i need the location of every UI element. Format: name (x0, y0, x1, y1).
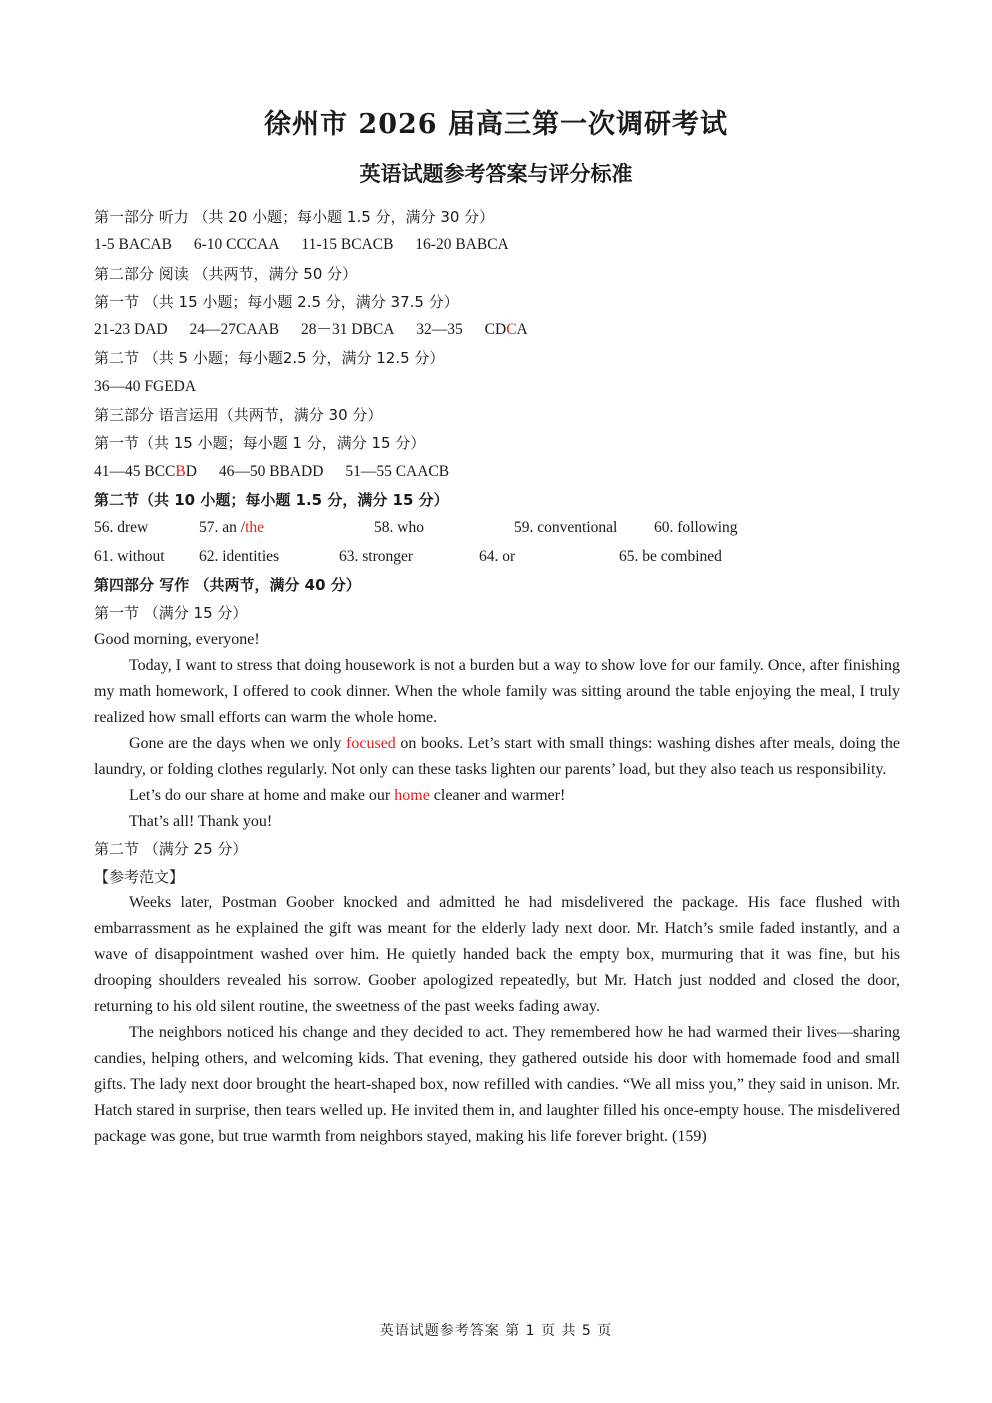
page-footer: 英语试题参考答案 第 1 页 共 5 页 (379, 1323, 613, 1339)
answer-group (94, 463, 197, 480)
part4-heading: 第四部分 写作 （共两节，满分 40 分） (94, 575, 361, 594)
answer-group-label: 32—35 (416, 321, 463, 339)
paragraph-text: on books. Let’s start with small things: washing dishes after meals, doing the laundry, or folding clothes regularly. Not only can these tasks lighten our parents’ load, but they also teach us responsibility. (94, 735, 900, 779)
answer-group: 21-23 DAD (94, 321, 168, 339)
answer-text: 57. an / (199, 519, 246, 537)
page-subtitle: 英语试题参考答案与评分标准 (359, 162, 633, 186)
part1-answers (94, 231, 900, 259)
answer-64: 64. or (479, 547, 516, 565)
part3-section1-heading: 第一节（共 15 小题；每小题 1 分，满分 15 分） (94, 434, 426, 453)
highlighted-word: home (394, 787, 430, 805)
answer-group: 11-15 BCACB (301, 236, 394, 254)
part1-heading: 第一部分 听力 （共 20 小题；每小题 1.5 分，满分 30 分） (94, 208, 495, 226)
part3-section2-heading: 第二节（共 10 小题；每小题 1.5 分，满分 15 分） (94, 490, 449, 509)
sample-essay-paragraph: The neighbors noticed his change and they decided to act. They remembered how he had warmed their lives—sharing candies, helping others, and welcoming kids. That evening, they gathered outside his door with homemade food and small gifts. The lady next door brought the heart-shaped box, now refilled with candies. “We all miss you,” they said in unison. Mr. Hatch stared in surprise, then tears welled up. He invited them in, and laughter filled his once-empty house. The misdelivered package was gone, but true warmth from neighbors stayed, making his life forever bright. (159) (94, 1023, 900, 1145)
answer-57 (199, 514, 264, 542)
corrected-answer: C (506, 321, 517, 339)
part3-section2-answers-row1 (94, 514, 900, 542)
answer-61: 61. without (94, 547, 165, 565)
answer-56: 56. drew (94, 519, 149, 537)
answer-group: 24—27CAAB (189, 321, 280, 339)
corrected-answer: the (245, 519, 264, 537)
part3-heading: 第三部分 语言运用（共两节，满分 30 分） (94, 406, 383, 425)
part2-section2-answers: 36—40 FGEDA (94, 377, 197, 395)
answer-58: 58. who (374, 519, 424, 537)
speech-paragraph (94, 731, 900, 783)
answer-text: D (185, 462, 197, 480)
answer-content (94, 203, 900, 1150)
speech-greeting: Good morning, everyone! (94, 631, 260, 649)
answer-text: 41—45 BCC (94, 462, 176, 480)
answer-group: 28－31 DBCA (300, 321, 395, 339)
answer-59: 59. conventional (514, 519, 618, 537)
part2-section1-heading: 第一节 （共 15 小题；每小题 2.5 分，满分 37.5 分） (94, 292, 459, 311)
part3-section1-answers (94, 458, 900, 486)
answer-group: 6-10 CCCAA (193, 236, 280, 254)
paragraph-text: Let’s do our share at home and make our (129, 787, 395, 805)
highlighted-word: focused (346, 735, 396, 753)
part2-section2-heading: 第二节 （共 5 小题；每小题2.5 分，满分 12.5 分） (94, 349, 445, 368)
speech-paragraph (94, 783, 900, 809)
sample-essay-paragraph: Weeks later, Postman Goober knocked and admitted he had misdelivered the package. His face flushed with embarrassment as he explained the gift was meant for the elderly lady next door. Mr. Hatch’s smile faded instantly, and a wave of disappointment washed over him. He quietly handed back the empty box, murmuring that it was fine, but his drooping shoulders revealed his sorrow. Goober apologized repeatedly, but Mr. Hatch just nodded and closed the door, returning to his old silent routine, the sweetness of the past weeks fading away. (94, 893, 900, 1015)
corrected-answer: B (175, 462, 186, 480)
part4-section1-heading: 第一节 （满分 15 分） (94, 604, 248, 623)
part4-section2-heading: 第二节 （满分 25 分） (94, 840, 248, 859)
answer-text: A (516, 321, 528, 339)
answer-text: CD (484, 321, 507, 339)
answer-62: 62. identities (199, 547, 280, 565)
sample-essay-label: 【参考范文】 (94, 867, 185, 886)
answer-group-value (485, 321, 528, 338)
paragraph-text: Gone are the days when we only (129, 735, 347, 753)
speech-closing: That’s all! Thank you! (129, 813, 273, 831)
part2-heading: 第二部分 阅读 （共两节，满分 50 分） (94, 264, 358, 283)
answer-65: 65. be combined (619, 547, 722, 565)
answer-group: 16-20 BABCA (415, 236, 509, 254)
page-title: 徐州市 2026 届高三第一次调研考试 (264, 109, 728, 140)
part2-section1-answers (94, 316, 900, 344)
part3-section2-answers-row2 (94, 543, 900, 571)
answer-60: 60. following (654, 519, 738, 537)
answer-group: 51—55 CAACB (345, 462, 450, 480)
answer-group: 46—50 BBADD (218, 462, 324, 480)
paragraph-text: cleaner and warmer! (429, 787, 566, 805)
answer-group: 1-5 BACAB (94, 236, 172, 254)
answer-63: 63. stronger (339, 547, 414, 565)
speech-paragraph: Today, I want to stress that doing housework is not a burden but a way to show love for our family. Once, after finishing my math homework, I offered to cook dinner. When the whole family was sitting around the table enjoying the meal, I truly realized how small efforts can warm the whole home. (94, 657, 900, 727)
